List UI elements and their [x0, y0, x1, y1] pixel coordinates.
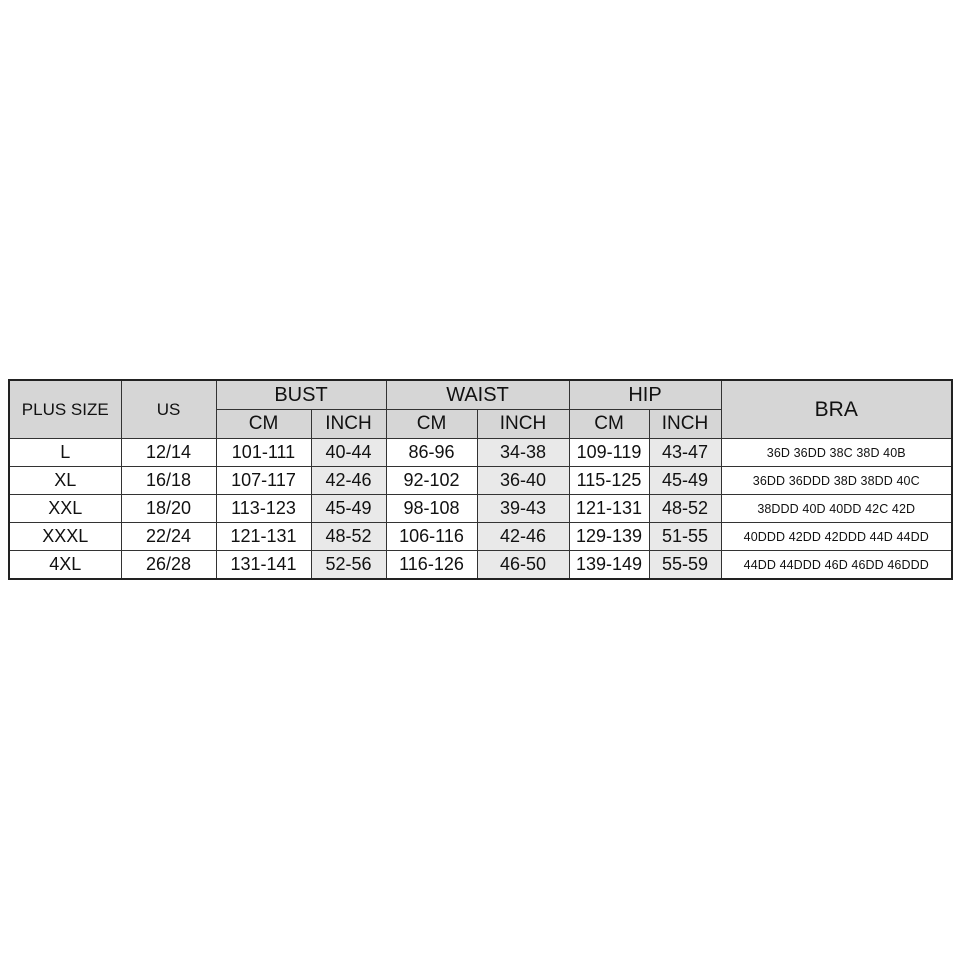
waist-inch-cell: 42-46: [477, 523, 569, 551]
waist-cm-cell: 106-116: [386, 523, 477, 551]
us-cell: 12/14: [121, 439, 216, 467]
bust-cm-header: CM: [216, 410, 311, 439]
bust-cm-cell: 101-111: [216, 439, 311, 467]
hip-cm-header: CM: [569, 410, 649, 439]
bust-cm-cell: 107-117: [216, 467, 311, 495]
bust-inch-cell: 52-56: [311, 551, 386, 580]
us-cell: 22/24: [121, 523, 216, 551]
size-cell: 4XL: [9, 551, 121, 580]
hip-inch-cell: 55-59: [649, 551, 721, 580]
bust-inch-cell: 42-46: [311, 467, 386, 495]
table-row: [9, 439, 952, 467]
hip-inch-cell: 48-52: [649, 495, 721, 523]
hip-cm-cell: 139-149: [569, 551, 649, 580]
size-cell: XXL: [9, 495, 121, 523]
bra-header: BRA: [721, 380, 952, 439]
table-row: [9, 523, 952, 551]
size-cell: XL: [9, 467, 121, 495]
us-cell: 26/28: [121, 551, 216, 580]
bust-inch-header: INCH: [311, 410, 386, 439]
bra-cell: 36D 36DD 38C 38D 40B: [721, 439, 952, 467]
waist-inch-cell: 34-38: [477, 439, 569, 467]
table-row: [9, 467, 952, 495]
waist-inch-header: INCH: [477, 410, 569, 439]
waist-inch-cell: 36-40: [477, 467, 569, 495]
hip-inch-header: INCH: [649, 410, 721, 439]
waist-cm-cell: 92-102: [386, 467, 477, 495]
bra-cell: 44DD 44DDD 46D 46DD 46DDD: [721, 551, 952, 580]
hip-cm-cell: 109-119: [569, 439, 649, 467]
size-cell: XXXL: [9, 523, 121, 551]
waist-header: WAIST: [386, 380, 569, 410]
waist-inch-cell: 46-50: [477, 551, 569, 580]
bra-cell: 38DDD 40D 40DD 42C 42D: [721, 495, 952, 523]
bust-inch-cell: 45-49: [311, 495, 386, 523]
waist-cm-cell: 98-108: [386, 495, 477, 523]
table-row: [9, 495, 952, 523]
us-cell: 16/18: [121, 467, 216, 495]
waist-cm-header: CM: [386, 410, 477, 439]
table-row: [9, 551, 952, 580]
hip-inch-cell: 43-47: [649, 439, 721, 467]
bust-inch-cell: 40-44: [311, 439, 386, 467]
hip-cm-cell: 115-125: [569, 467, 649, 495]
bra-cell: 36DD 36DDD 38D 38DD 40C: [721, 467, 952, 495]
hip-cm-cell: 121-131: [569, 495, 649, 523]
bust-cm-cell: 113-123: [216, 495, 311, 523]
us-cell: 18/20: [121, 495, 216, 523]
bust-inch-cell: 48-52: [311, 523, 386, 551]
waist-inch-cell: 39-43: [477, 495, 569, 523]
us-header: US: [121, 380, 216, 439]
hip-cm-cell: 129-139: [569, 523, 649, 551]
hip-inch-cell: 51-55: [649, 523, 721, 551]
bra-cell: 40DDD 42DD 42DDD 44D 44DD: [721, 523, 952, 551]
bust-header: BUST: [216, 380, 386, 410]
hip-header: HIP: [569, 380, 721, 410]
waist-cm-cell: 116-126: [386, 551, 477, 580]
waist-cm-cell: 86-96: [386, 439, 477, 467]
size-cell: L: [9, 439, 121, 467]
size-table: [8, 379, 953, 580]
bust-cm-cell: 131-141: [216, 551, 311, 580]
size-chart: [8, 379, 951, 580]
hip-inch-cell: 45-49: [649, 467, 721, 495]
bust-cm-cell: 121-131: [216, 523, 311, 551]
plus-size-header: PLUS SIZE: [9, 380, 121, 439]
